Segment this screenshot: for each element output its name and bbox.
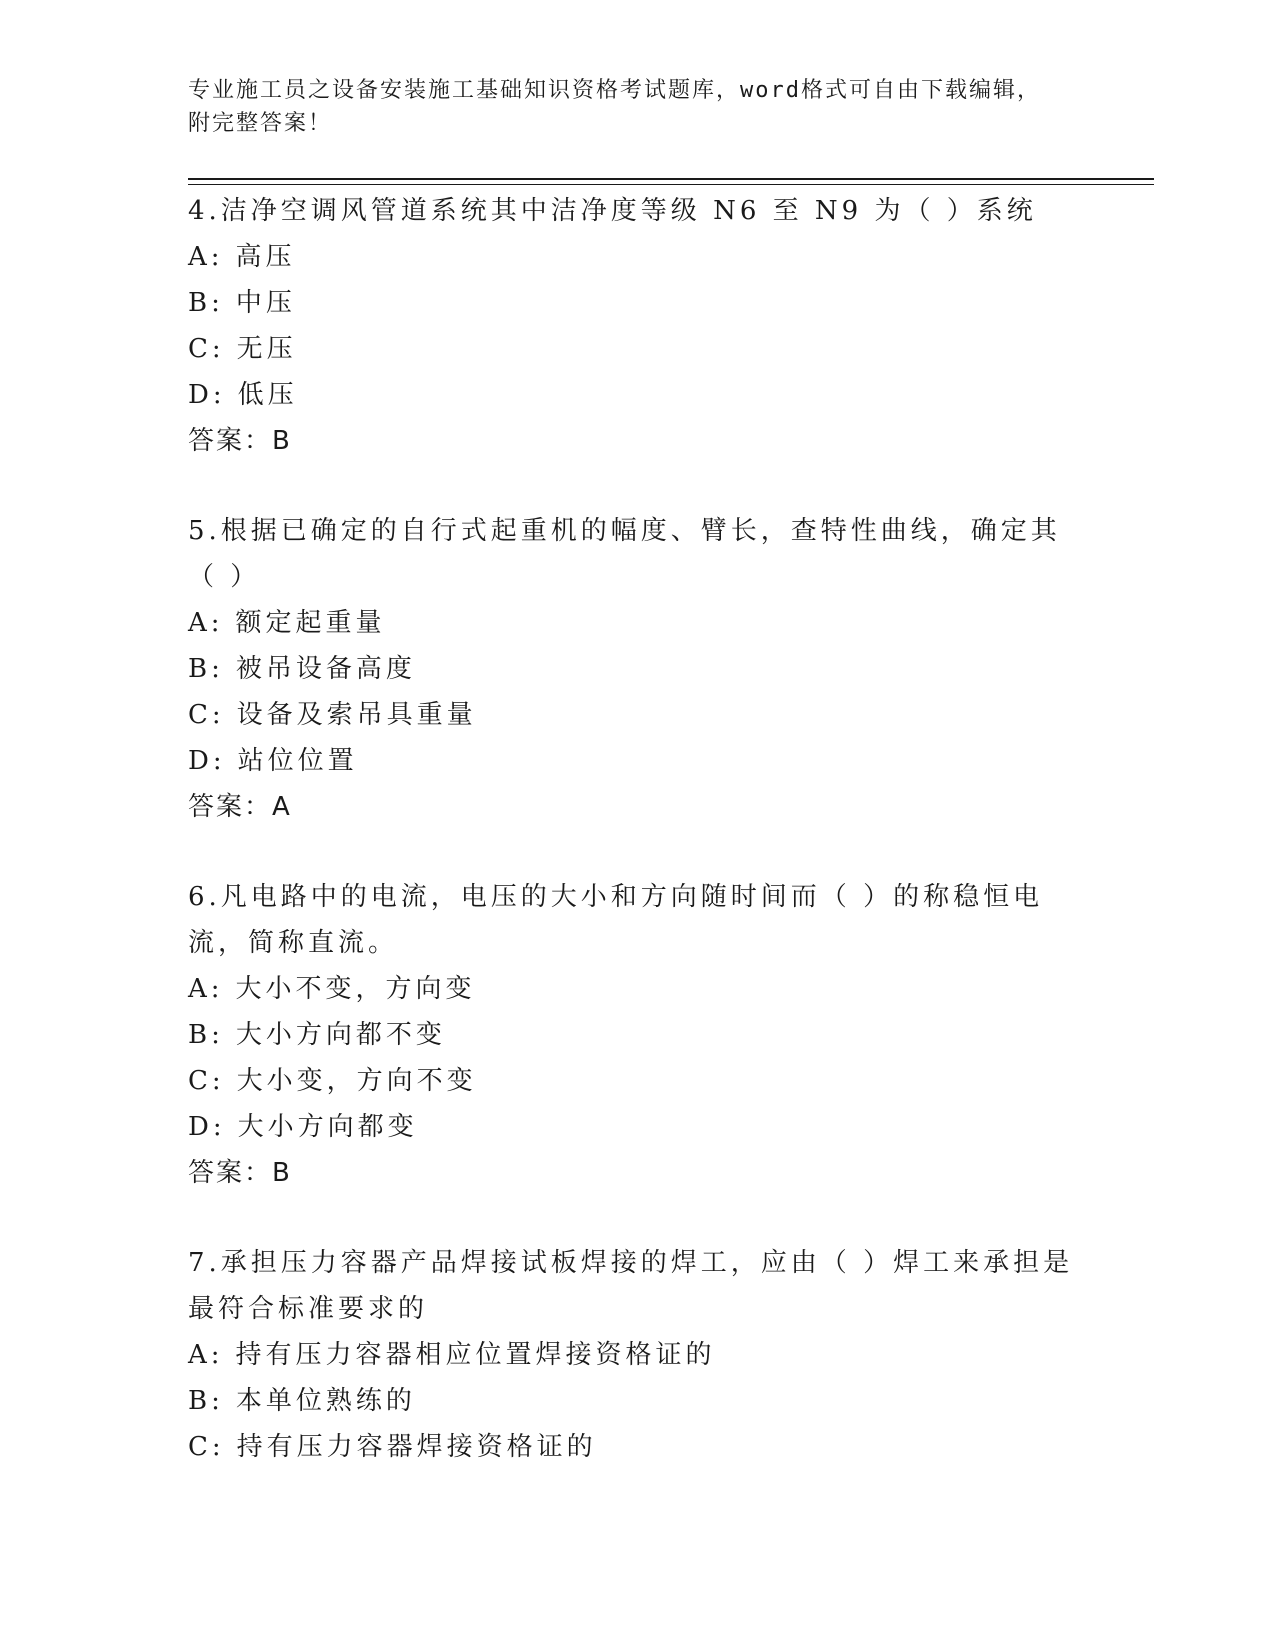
question-list bbox=[188, 188, 1088, 1514]
option-b bbox=[188, 646, 1088, 692]
question-stem: 6.凡电路中的电流，电压的大小和方向随时间而（ ）的称稳恒电流，简称直流。 bbox=[188, 882, 1044, 958]
header-divider-thin bbox=[188, 184, 1154, 185]
option-text: 中压 bbox=[235, 288, 296, 318]
option-key: B: bbox=[188, 288, 224, 318]
option-key: B: bbox=[188, 654, 224, 684]
answer-line: 答案：A bbox=[188, 792, 292, 822]
option-d bbox=[188, 738, 1088, 784]
header-line-2: 附完整答案！ bbox=[188, 111, 333, 136]
option-key: A: bbox=[188, 608, 224, 638]
question-stem: 4.洁净空调风管道系统其中洁净度等级 N6 至 N9 为（ ）系统 bbox=[188, 196, 1037, 226]
option-key: D: bbox=[188, 1112, 226, 1142]
option-key: D: bbox=[188, 746, 226, 776]
option-c bbox=[188, 326, 1088, 372]
option-key: B: bbox=[188, 1020, 224, 1050]
question-5 bbox=[188, 508, 1088, 830]
option-text: 持有压力容器相应位置焊接资格证的 bbox=[235, 1340, 716, 1370]
option-a bbox=[188, 966, 1088, 1012]
option-text: 大小不变，方向变 bbox=[235, 974, 476, 1004]
option-c bbox=[188, 1424, 1088, 1470]
option-key: A: bbox=[188, 1340, 224, 1370]
answer-line: 答案：B bbox=[188, 426, 292, 456]
option-key: A: bbox=[188, 242, 224, 272]
answer-line: 答案：B bbox=[188, 1158, 292, 1188]
question-6 bbox=[188, 874, 1088, 1196]
option-a bbox=[188, 1332, 1088, 1378]
option-text: 高压 bbox=[235, 242, 296, 272]
option-d bbox=[188, 372, 1088, 418]
option-text: 站位位置 bbox=[237, 746, 358, 776]
option-b bbox=[188, 280, 1088, 326]
option-key: C: bbox=[188, 1066, 225, 1096]
option-b bbox=[188, 1012, 1088, 1058]
option-text: 低压 bbox=[237, 380, 298, 410]
option-b bbox=[188, 1378, 1088, 1424]
option-text: 设备及索吊具重量 bbox=[236, 700, 477, 730]
question-4 bbox=[188, 188, 1088, 464]
option-key: C: bbox=[188, 1432, 225, 1462]
option-text: 本单位熟练的 bbox=[235, 1386, 416, 1416]
question-stem: 5.根据已确定的自行式起重机的幅度、臂长，查特性曲线，确定其（ ） bbox=[188, 516, 1061, 592]
document-header bbox=[188, 74, 1068, 140]
option-text: 大小变，方向不变 bbox=[236, 1066, 477, 1096]
option-text: 被吊设备高度 bbox=[235, 654, 416, 684]
header-line-1: 专业施工员之设备安装施工基础知识资格考试题库，word格式可自由下载编辑， bbox=[188, 78, 1041, 103]
option-text: 持有压力容器焊接资格证的 bbox=[236, 1432, 597, 1462]
option-text: 大小方向都变 bbox=[237, 1112, 418, 1142]
question-7 bbox=[188, 1240, 1088, 1470]
option-key: C: bbox=[188, 700, 225, 730]
option-d bbox=[188, 1104, 1088, 1150]
option-key: B: bbox=[188, 1386, 224, 1416]
question-stem: 7.承担压力容器产品焊接试板焊接的焊工，应由（ ）焊工来承担是最符合标准要求的 bbox=[188, 1248, 1074, 1324]
option-key: A: bbox=[188, 974, 224, 1004]
option-key: C: bbox=[188, 334, 225, 364]
option-a bbox=[188, 234, 1088, 280]
option-a bbox=[188, 600, 1088, 646]
option-c bbox=[188, 692, 1088, 738]
option-text: 额定起重量 bbox=[235, 608, 386, 638]
option-text: 大小方向都不变 bbox=[235, 1020, 446, 1050]
option-c bbox=[188, 1058, 1088, 1104]
option-key: D: bbox=[188, 380, 226, 410]
option-text: 无压 bbox=[236, 334, 297, 364]
header-divider-thick bbox=[188, 178, 1154, 180]
